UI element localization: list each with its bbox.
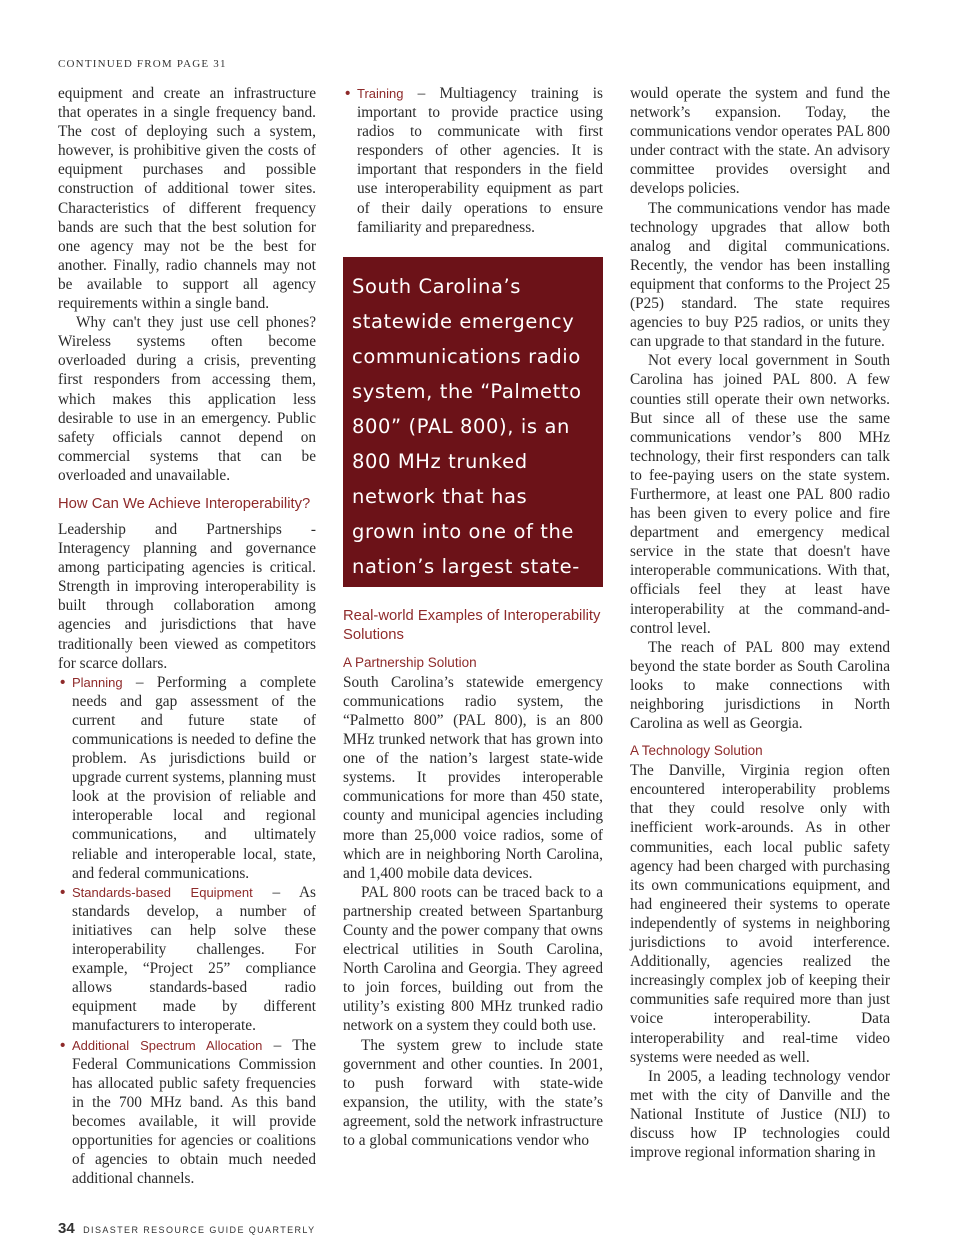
bullet-label: Training <box>357 86 404 101</box>
bullet-text: – As standards develop, a number of initiatives can help solve these interoperability challenges. For example, “Project 25” compliance allows standards-based radio equipment made by different manufacturers to interoperate. <box>72 883 316 1035</box>
body-paragraph: The system grew to include state government and other counties. In 2001, to push forward with state-wide expansion, the utility, with the state’s agreement, sold the network infrastructure to a global communications vendor who <box>343 1036 603 1149</box>
body-paragraph: South Carolina’s statewide emergency communications radio system, the “Palmetto 800” (PAL 800), is an 800 MHz trunked network that has grown into one of the nation’s largest state-wide systems. It provides interoperable communications for more than 450 state, county and municipal agencies including more than 25,000 voice radios, some of which are in neighboring North Carolina, and 1,400 mobile data devices. <box>343 673 603 882</box>
bullet-item <box>58 673 316 883</box>
bullet-icon: • <box>60 673 66 691</box>
column-right <box>630 84 890 1162</box>
body-paragraph: The Danville, Virginia region often encountered interoperability problems that they could resolve only with inefficient work-arounds. As in other communities, each local public safety agency had been charged with purchasing its own communications equipment, and had engineered their systems to operate independently of systems in neighboring jurisdictions to avoid interference. Additionally, agencies realized the increasingly complex job of keeping their communities safe required more than just voice interoperability. Data interoperability and real-time video systems were needed as well. <box>630 762 890 1066</box>
bullet-item <box>58 883 316 1036</box>
bullet-icon: • <box>60 1036 66 1054</box>
bullet-label: Standards-based Equipment <box>72 884 253 900</box>
continued-from-label: CONTINUED FROM PAGE 31 <box>58 58 227 70</box>
bullet-label: Planning <box>72 674 123 690</box>
column-middle <box>343 84 603 1150</box>
bullet-icon: • <box>345 85 351 102</box>
body-paragraph: Why can't they just use cell phones? Wireless systems often become overloaded during a crisis, preventing first responders from accessing them, which makes this application less desirable to use in an emergency. Public safety officials cannot depend on commercial systems that can be overloaded and unavailable. <box>58 314 316 484</box>
subsection-heading: A Partnership Solution <box>343 654 477 670</box>
body-paragraph: The reach of PAL 800 may extend beyond the state border as South Carolina looks to make connections with neighboring jurisdictions in North Carolina as well as Georgia. <box>630 638 890 733</box>
bullet-text: – Multiagency training is important to provide practice using radios to communicate with first responders of other agencies. It is important that responders in the field use interoperability equipment as part of their daily operations to ensure familiarity and preparedness. <box>357 85 603 236</box>
bullet-icon: • <box>60 883 66 901</box>
section-heading: Real-world Examples of Interoperability Solutions <box>343 607 601 643</box>
column-left <box>58 84 316 1188</box>
page-footer <box>58 1220 316 1238</box>
bullet-item <box>343 84 603 237</box>
body-paragraph: equipment and create an infrastructure that operates in a single frequency band. The cost of deploying such a system, however, is prohibitive given the costs of equipment purchases and possible construction of additional tower sites. Characteristics of different frequency bands are such that the best solution for one agency may not be the best for another. Finally, radio channels may not be available to support all agency requirements within a single band. <box>58 85 316 313</box>
page-number: 34 <box>58 1220 75 1237</box>
body-paragraph: Leadership and Partnerships - Interagency planning and governance among participating agencies is critical. Strength in improving interoperability is built through collaboration among agencies and jurisdictions that have traditionally been viewed as competitors for scarce dollars. <box>58 520 316 672</box>
publication-name: DISASTER RESOURCE GUIDE QUARTERLY <box>83 1225 316 1235</box>
body-paragraph: PAL 800 roots can be traced back to a partnership created between Spartanburg County and the power company that owns electrical utilities in South Carolina, North Carolina and Georgia. They agreed to join forces, building out from the utility’s existing 800 MHz trunked radio network on a system they could both use. <box>343 883 603 1035</box>
bullet-label: Additional Spectrum Allocation <box>72 1037 263 1053</box>
body-paragraph: The communications vendor has made technology upgrades that allow both analog and digital communications. Recently, the vendor has been installing equipment that conforms to the Project 25 (P25) standard. The state requires agencies to buy P25 radios, or units they can upgrade to that standard in the future. <box>630 199 890 351</box>
section-heading: How Can We Achieve Interoperability? <box>58 495 311 512</box>
pull-quote: South Carolina’s statewide emergency communications radio system, the “Palmetto 800” (PAL 800), is an 800 MHz trunked network that has grown into one of the nation’s largest state-wide systems. <box>343 257 603 587</box>
body-paragraph: would operate the system and fund the network’s expansion. Today, the communications vendor operates PAL 800 under contract with the state. An advisory committee provides oversight and develops policies. <box>630 85 890 198</box>
body-paragraph: In 2005, a leading technology vendor met with the city of Danville and the National Institute of Justice (NIJ) to discuss how IP technologies could improve regional information sharing in <box>630 1067 890 1162</box>
bullet-text: – Performing a complete needs and gap assessment of the current and future state of communications is needed to define the problem. As jurisdictions build or upgrade current systems, planning must look at the provision of reliable and interoperable local and regional communications, and ultimately reliable and interoperable local, state, and federal communications. <box>72 673 316 882</box>
body-paragraph: Not every local government in South Carolina has joined PAL 800. A few counties still operate their own networks. But since all of these use the same communications vendor’s 800 MHz technology, their first responders can talk to fee-paying users on the state system. Furthermore, at least one PAL 800 radio has been given to every police and fire department and emergency medical service in the state that doesn't have interoperable communications. With that, officials feel they at least have interoperability at the command-and-control level. <box>630 352 890 637</box>
bullet-text: – The Federal Communications Commission has allocated public safety frequencies in the 700 MHz band. As this band becomes available, it will provide opportunities for agencies or coalitions of agencies to obtain much needed additional channels. <box>72 1036 316 1188</box>
subsection-heading: A Technology Solution <box>630 743 763 759</box>
bullet-item <box>58 1036 316 1189</box>
